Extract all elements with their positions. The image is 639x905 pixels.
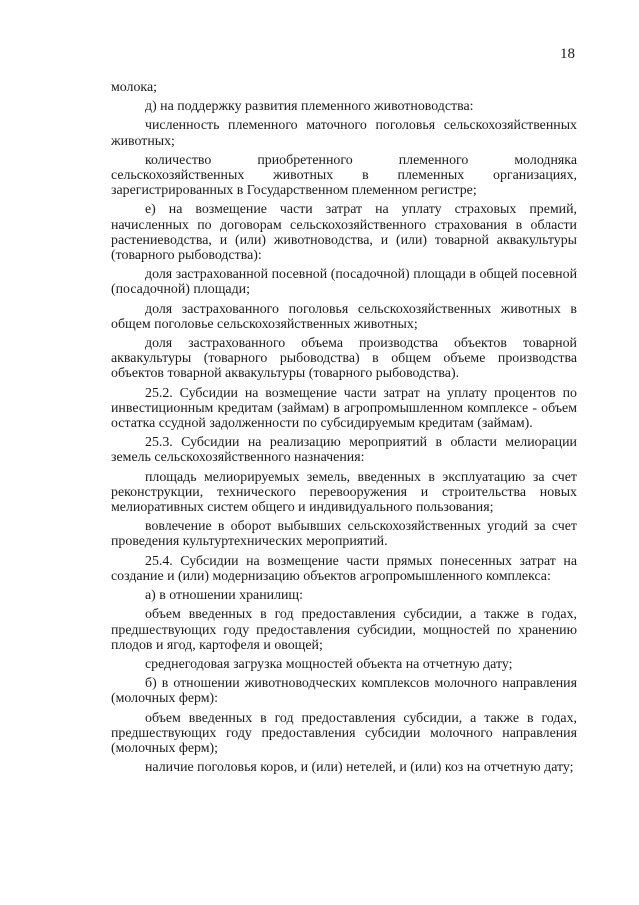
paragraph: среднегодовая загрузка мощностей объекта на отчетную дату; bbox=[145, 656, 513, 672]
paragraph: площадь мелиорируемых земель, введенных в эксплуатацию за счет реконструкции, технического перевооружения и строительства новых мелиоративных систем общего и индивидуального пользования; bbox=[111, 469, 577, 516]
paragraph: численность племенного маточного поголовья сельскохозяйственных животных; bbox=[111, 118, 577, 149]
paragraph: 25.3. Субсидии на реализацию мероприятий в области мелиорации земель сельскохозяйственного назначения: bbox=[111, 435, 577, 466]
paragraph: объем введенных в год предоставления субсидии, а также в годах, предшествующих году предоставления субсидии молочного направления (молочных ферм); bbox=[111, 710, 577, 756]
paragraph: вовлечение в оборот выбывших сельскохозяйственных угодий за счет проведения культуртехнических мероприятий. bbox=[111, 519, 577, 550]
document-body bbox=[111, 80, 577, 779]
paragraph: наличие поголовья коров, и (или) нетелей, и (или) коз на отчетную дату; bbox=[145, 760, 574, 776]
paragraph: доля застрахованного поголовья сельскохозяйственных животных в общем поголовье сельскохозяйственных животных; bbox=[111, 301, 577, 332]
paragraph: б) в отношении животноводческих комплексов молочного направления (молочных ферм): bbox=[111, 676, 577, 707]
paragraph: количество приобретенного племенного молодняка сельскохозяйственных животных в племенных организациях, зарегистрированных в Государственном племенном регистре; bbox=[111, 152, 577, 199]
paragraph: а) в отношении хранилищ: bbox=[145, 588, 303, 604]
paragraph: объем введенных в год предоставления субсидии, а также в годах, предшествующих году предоставления субсидии, мощностей по хранению плодов и ягод, картофеля и овощей; bbox=[111, 607, 577, 653]
paragraph: молока; bbox=[111, 80, 157, 95]
page-number: 18 bbox=[560, 46, 575, 62]
paragraph: доля застрахованной посевной (посадочной) площади в общей посевной (посадочной) площади; bbox=[111, 267, 577, 298]
paragraph: доля застрахованного объема производства объектов товарной аквакультуры (товарного рыбоводства) в общем объеме производства объектов товарной аквакультуры (товарного рыбоводства). bbox=[111, 336, 577, 382]
paragraph: е) на возмещение части затрат на уплату страховых премий, начисленных по договорам сельскохозяйственного страхования в области растениеводства, и (или) животноводства, и (или) товарной аквакультуры (товарного рыбоводства): bbox=[111, 202, 577, 264]
paragraph: 25.2. Субсидии на возмещение части затрат на уплату процентов по инвестиционным кредитам (займам) в агропромышленном комплексе - объем остатка ссудной задолженности по субсидируемым кредитам (займам). bbox=[111, 385, 577, 432]
paragraph: 25.4. Субсидии на возмещение части прямых понесенных затрат на создание и (или) модернизацию объектов агропромышленного комплекса: bbox=[111, 553, 577, 584]
paragraph: д) на поддержку развития племенного животноводства: bbox=[145, 99, 474, 115]
